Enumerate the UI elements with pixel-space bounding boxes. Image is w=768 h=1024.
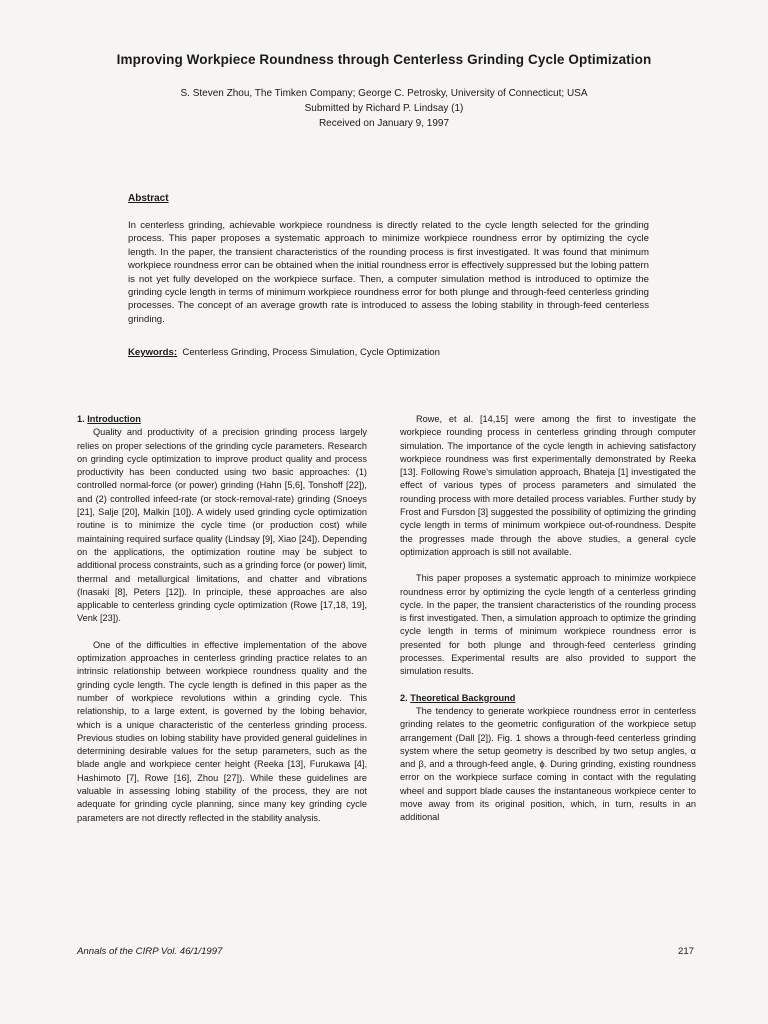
keywords-line (128, 347, 649, 358)
background-paragraph-1: The tendency to generate workpiece roundness error in centerless grinding relates to the geometric configuration of the workpiece setup arrangement (Dall [2]). Fig. 1 shows a through-feed centerless grinding system where the setup geometry is described by two setup angles, α and β, and a through-feed angle, ϕ. During grinding, existing roundness error on the workpiece surface coming in contact with the regulating wheel and support blade causes the instantaneous workpiece center to move away from its original position, which, in turn, results in an additional (400, 705, 696, 823)
section-1-number: 1. (77, 414, 88, 424)
paper-title: Improving Workpiece Roundness through Centerless Grinding Cycle Optimization (116, 52, 652, 67)
section-1-title: Introduction (87, 414, 141, 424)
right-column (400, 413, 696, 825)
section-1-heading (77, 413, 367, 426)
intro-paragraph-2: One of the difficulties in effective implementation of the above optimization approaches in centerless grinding practice relates to an intrinsic relationship between workpiece roundness quality and the grinding cycle length. The cycle length is defined in this paper as the number of workpiece revolutions within a grinding cycle. This relationship, to a large extent, is governed by the lobing behavior, which is a unique characteristic of the centerless grinding process. Previous studies on lobing stability have provided general guidelines in determining desirable values for the setup parameters, such as the blade angle and workpiece center height (Reeka [13], Furukawa [4], Hashimoto [7], Rowe [16], Zhou [27]). While these guidelines are valuable in assessing lobing stability of the process, they are not adequate for grinding cycle planning, since many key grinding cycle parameters are not directly reflected in the stability analysis. (77, 639, 367, 823)
section-2-heading (400, 692, 696, 705)
keywords-label: Keywords (128, 347, 174, 358)
abstract-heading: Abstract (128, 193, 169, 204)
intro-paragraph-3: Rowe, et al. [14,15] were among the first to investigate the workpiece rounding process in centerless grinding through computer simulation. The importance of the cycle length in achieving satisfactory workpiece roundness was first experimentally demonstrated by Reeka [13]. Following Rowe's simulation approach, Bhateja [1] investigated the effect of various types of process parameters and simulated the rounding process with more detailed process variables. Further study by Frost and Fursdon [3] suggested the possibility of optimizing the grinding cycle length in terms of minimum workpiece out-of-roundness. Despite the progresses made through the above studies, a general cycle optimization approach is still not available. (400, 414, 696, 557)
author-block (60, 86, 708, 131)
keywords-colon: : (173, 347, 178, 358)
intro-paragraph-1: Quality and productivity of a precision grinding process largely relies on proper selections of the grinding cycle parameters. Research on grinding cycle optimization to improve product quality and process productivity has been conducted using two basic approaches: (1) controlled normal-force (or power) grinding (Hahn [5,6], Tonshoff [22]), and (2) controlled infeed-rate (or stock-removal-rate) grinding (Snoeys [21], Salje [20], Malkin [10]). A widely used grinding cycle optimization routine is to minimize the cycle time (or production cost) while maintaining required surface quality (Lindsay [9], Xiao [24]). Depending on the applications, the optimization routine may be subject to additional process constraints, such as a grinding force (or power) limit, thermal and metallurgical limitations, and chatter and vibrations (Inasaki [8], Peters [12]). In principle, these approaches are also applicable to centerless grinding cycle optimization (Rowe [17,18, 19], Venk [23]). (77, 427, 367, 624)
section-2-title: Theoretical Background (410, 692, 516, 703)
received-date: Received on January 9, 1997 (318, 118, 450, 129)
page-number: 217 (677, 946, 694, 957)
journal-citation: Annals of the CIRP Vol. 46/1/1997 (77, 946, 223, 957)
submitted-by: Submitted by Richard P. Lindsay (1) (304, 103, 464, 114)
section-2-number: 2. (400, 692, 411, 703)
intro-paragraph-4: This paper proposes a systematic approach to minimize workpiece roundness error by optimizing the cycle length of a centerless grinding cycle. In the paper, the transient characteristics of the rounding process is first investigated. Then, a simulation approach to optimize the grinding cycle length in terms of minimum workpiece roundness error is presented for both plunge and through-feed centerless grinding processes. Experimental results are also provided to support the simulation results. (400, 573, 696, 677)
author-affiliations: S. Steven Zhou, The Timken Company; George C. Petrosky, University of Connecticut; USA (180, 88, 588, 99)
left-column (77, 413, 367, 825)
keywords-text: Centerless Grinding, Process Simulation, Cycle Optimization (182, 347, 440, 358)
abstract-text: In centerless grinding, achievable workpiece roundness is directly related to the cycle length selected for the grinding process. This paper proposes a systematic approach to minimize workpiece roundness error by optimizing the cycle length. In the paper, the transient characteristics of the rounding process is first investigated. It was found that minimum workpiece roundness error can be obtained when the initial roundness error is effectively suppressed but the lobing pattern is not yet fully developed on the workpiece surface. Then, a computer simulation method is introduced to optimize the grinding cycle length in terms of minimum workpiece roundness error for both plunge and through-feed centerless grinding processes. The concept of an average growth rate is introduced to assess the lobing stability in through-feed centerless grinding. (128, 220, 649, 325)
